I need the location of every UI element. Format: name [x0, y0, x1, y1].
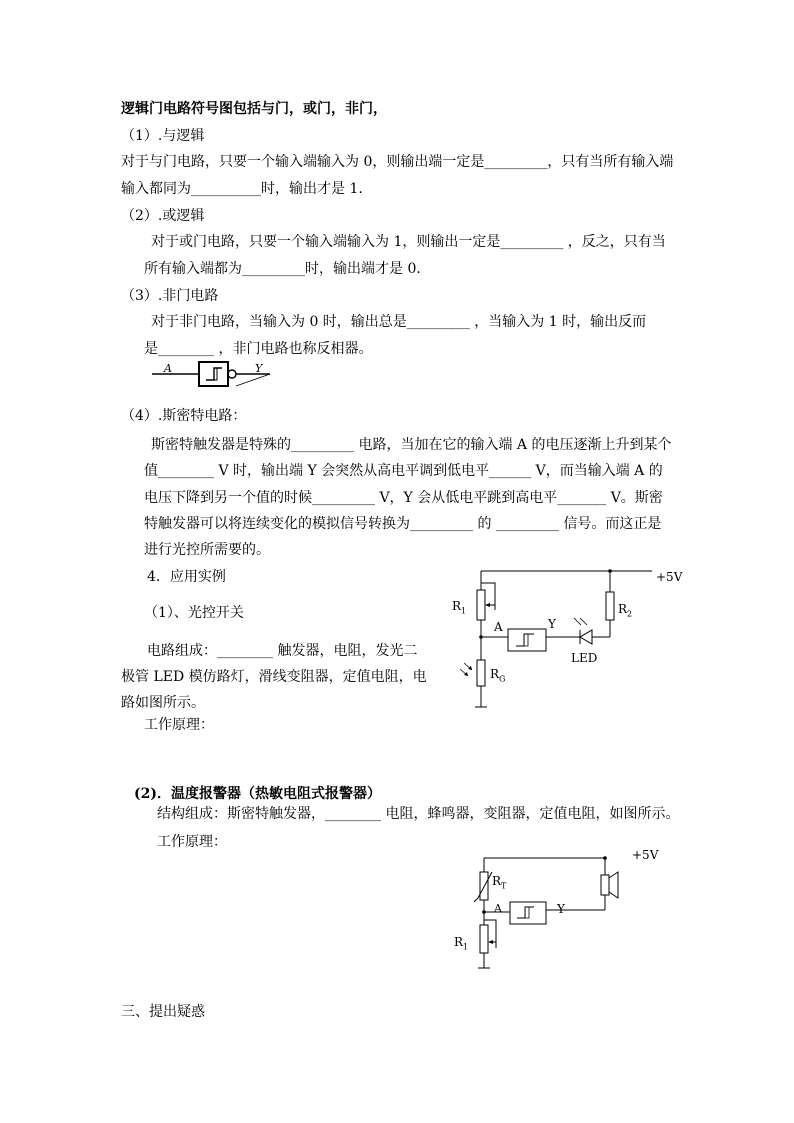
c1-rg-text: R — [490, 667, 500, 681]
c2-rt-label — [492, 872, 506, 895]
schmitt-line-5: 进行光控所需要的。 — [144, 542, 270, 558]
c2-rt-sub: T — [501, 881, 507, 891]
c2-r1-sub: 1 — [463, 942, 469, 952]
inverter-output-label: Y — [255, 362, 263, 375]
light-switch-comp-3: 路如图所示。 — [121, 695, 205, 711]
c1-r2-text: R — [618, 602, 628, 616]
not-gate-heading: （3）.非门电路 — [121, 288, 219, 304]
application-heading: 4．应用实例 — [147, 569, 226, 585]
light-switch-comp-2: 极管 LED 模仿路灯，滑线变阻器，定值电阻，电 — [121, 669, 427, 685]
c1-a-label: A — [494, 620, 503, 634]
light-switch-principle: 工作原理： — [144, 717, 214, 733]
alarm-principle: 工作原理： — [157, 834, 227, 850]
light-switch-comp-1: 电路组成：________ 触发器，电阻，发光二 — [147, 643, 418, 659]
or-gate-heading: （2）.或逻辑 — [121, 208, 205, 224]
schmitt-heading: （4）.斯密特电路： — [121, 408, 247, 424]
c1-r1-text: R — [452, 599, 462, 613]
and-gate-heading: （1）.与逻辑 — [121, 128, 205, 144]
section-3-heading: 三、提出疑惑 — [121, 1004, 205, 1020]
or-gate-line-2: 所有输入端都为_________时，输出端才是 0. — [144, 261, 421, 277]
c1-rg-label — [490, 665, 505, 688]
c1-rg-sub: G — [499, 674, 506, 684]
c2-r1-text: R — [454, 935, 464, 949]
and-gate-line-2: 输入都同为__________时，输出才是 1. — [121, 181, 363, 197]
c2-rt-text: R — [492, 874, 502, 888]
c1-r1-sub: 1 — [461, 606, 467, 616]
schmitt-line-4: 特触发器可以将连续变化的模拟信号转换为_________ 的 _________ 信号。而这正是 — [144, 516, 662, 532]
c1-vcc-label: +5V — [656, 570, 683, 584]
intro-text: 逻辑门电路符号图包括与门，或门，非门， — [121, 101, 387, 117]
light-control-circuit — [450, 565, 683, 715]
schmitt-line-3: 电压下降到另一个值的时候_________ V，Y 会从低电平跳到高电平_______ V。斯密 — [144, 490, 663, 506]
c1-r2-label — [618, 600, 632, 623]
c2-vcc-label: +5V — [632, 848, 659, 862]
c1-y-label: Y — [548, 617, 556, 631]
c1-r1-label — [452, 597, 466, 620]
schmitt-line-1: 斯密特触发器是特殊的_________ 电路，当加在它的输入端 A 的电压逐渐上升到某个 — [151, 437, 672, 453]
light-switch-heading: （1）、光控开关 — [144, 605, 244, 621]
c1-led-label: LED — [571, 651, 598, 665]
schmitt-line-2: 值________ V 时，输出端 Y 会突然从高电平调到低电平______ V，而当输入端 A 的 — [144, 463, 663, 479]
not-gate-line-2: 是________ ，非门电路也称反相器。 — [144, 341, 373, 357]
c2-r1-label — [454, 933, 468, 956]
alarm-structure: 结构组成：斯密特触发器，________ 电阻，蜂鸣器，变阻器，定值电阻，如图所示。 — [157, 806, 680, 822]
c1-r2-sub: 2 — [627, 609, 633, 619]
c2-y-label: Y — [557, 902, 565, 916]
alarm-heading: (2)．温度报警器（热敏电阻式报警器） — [134, 786, 381, 802]
or-gate-line-1: 对于或门电路，只要一个输入端输入为 1，则输出一定是_________ ，反之，只有当 — [151, 234, 666, 250]
c2-a-label: A — [494, 902, 502, 915]
and-gate-line-1: 对于与门电路，只要一个输入端输入为 0，则输出端一定是_________，只有当所有输入端 — [121, 154, 674, 170]
not-gate-line-1: 对于非门电路，当输入为 0 时，输出总是_________ ，当输入为 1 时，输出反而 — [151, 314, 647, 330]
inverter-input-label: A — [164, 362, 172, 375]
